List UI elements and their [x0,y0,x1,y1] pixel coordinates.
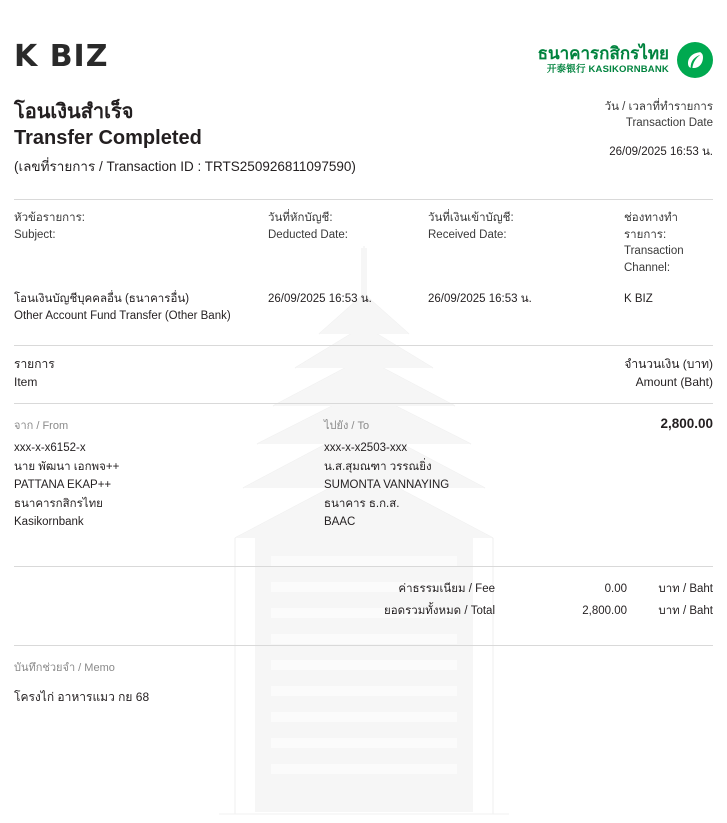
transfer-from [14,416,324,532]
fee-label: ค่าธรรมเนียม / Fee [398,583,495,596]
info-value-channel-th: K BIZ [624,292,653,305]
divider-4 [14,566,713,567]
divider-1 [14,199,713,200]
to-head: ไปยัง / To [324,419,370,432]
kbiz-logo: K BIZ [14,39,109,74]
info-value-subject-th: โอนเงินบัญชีบุคคลอื่น (ธนาคารอื่น) [14,292,190,305]
info-label-deducted-date-en: Deducted Date: [268,228,348,241]
total-amount: 2,800.00 [582,604,627,617]
item-amount-header [14,356,713,391]
item-header-th: รายการ [14,357,55,372]
transaction-date-block [605,100,713,161]
info-value-row [14,291,713,326]
info-label-received-date-th: วันที่เงินเข้าบัญชี: [428,212,514,224]
fee-row [14,579,713,601]
total-label: ยอดรวมทั้งหมด / Total [383,604,495,617]
info-label-deducted-date [268,210,428,277]
info-label-subject-th: หัวข้อรายการ: [14,212,85,224]
total-row [14,601,713,623]
from-bank-en: Kasikornbank [14,516,84,529]
from-name-en: PATTANA EKAP++ [14,479,112,492]
totals-block [14,579,713,623]
info-label-received-date-en: Received Date: [428,228,507,241]
bank-name-th: ธนาคารกสิกรไทย [537,43,669,63]
item-header-en: Item [14,374,38,389]
info-label-deducted-date-th: วันที่หักบัญชี: [268,212,333,224]
to-bank-en: BAAC [324,516,356,529]
from-account: xxx-x-x6152-x [14,441,86,454]
divider-5 [14,645,713,646]
bank-branding [538,42,713,78]
amount-header-en: Amount (Baht) [635,374,713,389]
to-account: xxx-x-x2503-xxx [324,441,408,454]
transaction-id: (เลขที่รายการ / Transaction ID : TRTS250926811097590) [14,159,356,174]
memo-body: โครงไก่ อาหารแมว กย 68 [14,689,150,704]
bank-name-block [538,44,669,76]
info-label-channel [624,210,713,277]
transaction-date-value: 26/09/2025 16:53 น. [609,146,713,159]
from-name-th: นาย พัฒนา เอกพจ++ [14,460,120,473]
transaction-date-label-en: Transaction Date [625,116,713,129]
info-label-channel-th: ช่องทางทำรายการ: [624,212,679,241]
fee-amount: 0.00 [604,583,627,596]
page-title-en: Transfer Completed [14,127,202,149]
item-header-left [14,356,55,391]
to-bank-th: ธนาคาร ธ.ก.ส. [324,497,400,510]
kasikornbank-leaf-icon [677,42,713,78]
to-name-en: SUMONTA VANNAYING [324,479,450,492]
total-unit: บาท / Baht [658,604,713,617]
bank-name-sub: 开泰银行 KASIKORNBANK [546,64,669,76]
from-head: จาก / From [14,419,69,432]
from-bank-th: ธนาคารกสิกรไทย [14,497,103,510]
info-label-subject [14,210,268,277]
info-label-channel-en: Transaction Channel: [624,245,684,275]
page-title-th: โอนเงินสำเร็จ [14,101,134,123]
info-label-received-date [428,210,624,277]
divider-2 [14,345,713,346]
amount-header-right [624,356,713,391]
info-value-received-date [428,291,624,326]
info-value-channel [624,291,713,326]
fee-unit: บาท / Baht [658,583,713,596]
info-value-subject-en: Other Account Fund Transfer (Other Bank) [14,309,231,322]
info-label-row [14,210,713,277]
to-name-th: น.ส.สุมณฑา วรรณยิ่ง [324,460,432,473]
transfer-to [324,416,713,532]
document-header [14,0,713,78]
amount-header-th: จำนวนเงิน (บาท) [624,357,713,372]
info-value-deducted-date-th: 26/09/2025 16:53 น. [268,292,372,305]
transfer-parties [14,416,713,532]
info-value-subject [14,291,268,326]
transaction-date-label-th: วัน / เวลาที่ทำรายการ [604,101,713,113]
transfer-amount: 2,800.00 [660,415,713,431]
info-label-subject-en: Subject: [14,228,56,241]
title-row [14,100,713,177]
title-block [14,100,356,177]
info-value-received-date-th: 26/09/2025 16:53 น. [428,292,532,305]
info-value-deducted-date [268,291,428,326]
divider-3 [14,403,713,404]
memo-head: บันทึกช่วยจำ / Memo [14,661,115,674]
